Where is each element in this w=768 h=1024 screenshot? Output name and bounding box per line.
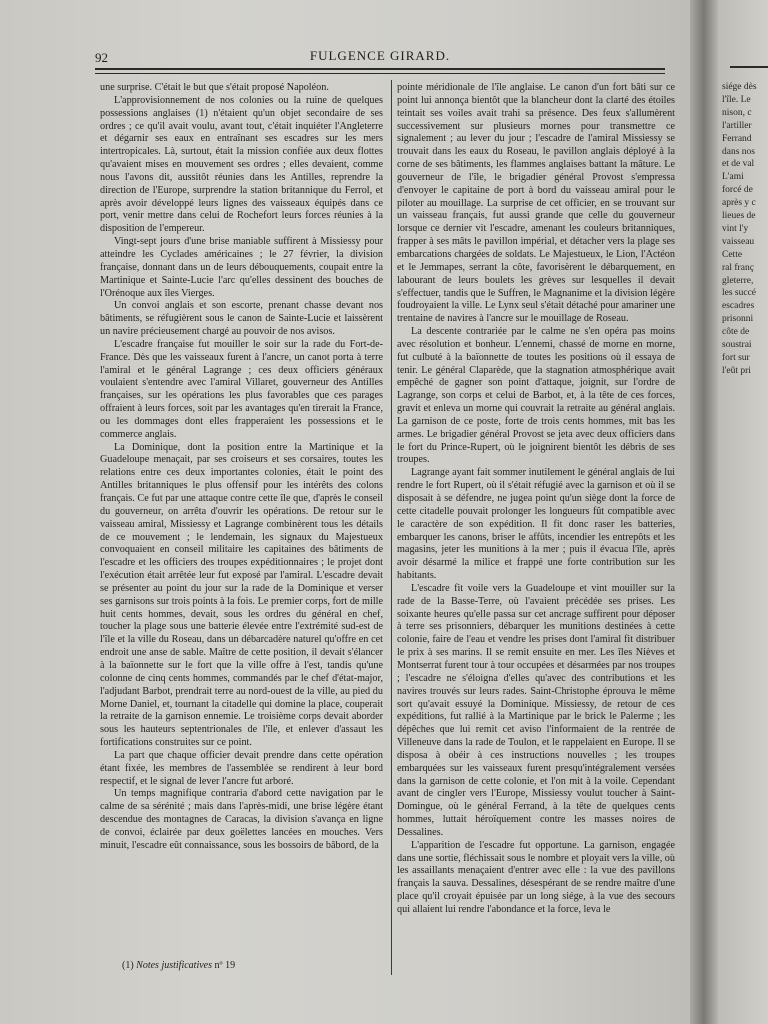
next-page-line: vint l'y <box>722 223 749 234</box>
paragraph: L'apparition de l'escadre fut opportune. La garnison, engagée dans une sortie, fléchissait sous le nombre et ployait vers la ville, où les assaillants menaçaient d'entrer avec elle : la vue des pavillons français la sauva. Dessalines, désespérant de se rendre maître d'une place qu'il croyait épuisée par un long siége, à la vue des secours qui allaient lui rendre l'abondance et la force, leva le <box>397 839 675 915</box>
right-column <box>397 82 675 917</box>
running-title: FULGENCE GIRARD. <box>309 48 451 63</box>
next-page-line: l'île. Le <box>722 94 751 105</box>
next-page-line: nison, c <box>722 107 752 118</box>
next-page-line: lieues de <box>722 211 756 221</box>
paragraph: Lagrange ayant fait sommer inutilement le général anglais de lui rendre le fort Rupert, où il s'était réfugié avec la garnison et où il se disposait à se défendre, ne jugea point qu'un siège dont la force de cette citadelle pouvait prolonger les longueurs fût compatible avec le caractère de son expédition. Il fit donc raser les batteries, embarquer les canons, briser le affûts, incendier les entrepôts et les magasins, jeter les munitions à la mer ; puis il évacua l'île, après avoir désarmé la milice et frappé une forte contribution sur les habitants. <box>397 467 675 582</box>
paragraph: L'escadre française fut mouiller le soir sur la rade du Fort-de-France. Dès que les vaisseaux furent à l'ancre, un canot porta à terre l'amiral et le général Lagrange ; ces deux officiers généraux voulaient s'entendre avec l'amiral Villaret, gouverneur des Antilles françaises, sur les opérations les plus favorables que ces parages offraient à leurs forces, soit par les avantages qu'en tirerait la France, ou les dommages dont elles frapperaient les possessions et le commerce anglais. <box>100 338 383 440</box>
paragraph: La Dominique, dont la position entre la Martinique et la Guadeloupe menaçait, par ses croiseurs et ses corsaires, toutes les relations entre ces deux importantes colonies, était le point des Antilles britanniques le plus offensif pour les intérêts des colons français. Ce fut par une attaque contre cette île que, d'après le conseil du gouverneur, on arrêta d'ouvrir les opérations. De retour sur le vaisseau amiral, Missiessy et Lagrange combinèrent tous les détails de ce mouvement ; le lendemain, les signaux du Majestueux convoquaient en conseil militaire les capitaines des bâtiments de l'escadre et les officiers des troupes expéditionnaires ; le projet dont l'exécution était arrêtée leur fut exposé par l'amiral. L'escadre devait se présenter au point du jour sur la rade de la Dominique et verser ses garnisons sur trois points à la fois. Le premier corps, fort de mille huit cents hommes, devait, sous les ordres du général en chef, toucher la plage sous une batterie élevée entre l'extrémité sud-est de l'île et la ville du Roseau, dans un débarcadère naturel qu'offre en cet endroit une anse de sable. Maître de cette position, il devait s'élancer à la baïonnette sur le fort que la ville offre à l'est, tandis qu'une colonne de cinq cents hommes, commandés par le chef d'état-major, l'adjudant Barbot, prendrait terre au nord-ouest de la ville, au pied du Morne Daniel, et, tournant la citadelle qui domine la place, couperait la retraite de la garnison ennemie. Le troisième corps devait aborder sous les hauteurs septentrionales de l'île, et enlever d'assaut les fortifications construites sur ce point. <box>100 441 383 749</box>
next-page-line: après y c <box>722 198 756 209</box>
next-page-line: côte de <box>722 327 750 338</box>
next-page-line: L'ami <box>722 172 744 183</box>
next-page-line: dans nos <box>722 146 755 157</box>
footnote-marker: (1) <box>122 960 134 971</box>
next-page-line: et de val <box>722 159 755 170</box>
next-page-line: forcé de <box>722 185 753 196</box>
next-page-line: l'artiller <box>722 120 752 131</box>
left-column <box>100 82 383 853</box>
next-page-line: Ferrand <box>722 133 752 144</box>
page-header <box>95 46 665 70</box>
header-rule-thin <box>95 73 665 74</box>
paragraph: L'approvisionnement de nos colonies ou la ruine de quelques possessions anglaises (1) n'étaient qu'un objet secondaire de ses ordres ; ce qu'il avait voulu, avant tout, c'était inquiéter l'Angleterre et dégarnir ses eaux en entraînant ses escadres sur les mers intertropicales. Là, surtout, était la mission confiée aux deux flottes qu'avaient mises en mouvement ses ordres ; elles devaient, comme nous l'avons dit, aussitôt réunies dans les Antilles, reprendre la direction de l'Europe, surprendre la station britannique du Ferrol, et après avoir développé leurs lignes des vaisseaux équipés dans ce port, venir mettre dans celui de Rochefort leurs forces réunies à la disposition de l'empereur. <box>100 94 383 235</box>
paragraph: pointe méridionale de l'île anglaise. Le canon d'un fort bâti sur ce point lui annonça bientôt que la blancheur dont la clarté des étoiles teintait ses voiles avait trahi sa présence. Des feux s'allumèrent successivement sur plusieurs mornes pour transmettre ce signalement ; au lever du jour ; l'escadre de l'amiral Missiessy se trouvait dans les eaux du Roseau, le pavillon anglais déployé à la corne de ses bâtiments, les flammes anglaises battant la mâture. Le gouverneur de l'île, le brigadier général Provost s'empressa d'envoyer le capitaine de port à bord du vaisseau amiral pour le piloter au mouillage. La surprise de cet officier, en se trouvant sur un vaisseau français, fut aussi grande que celle du gouverneur lorsque ce dernier vit l'escadre, amenant les couleurs britanniques, frapper à ses mâts le pavillon impérial, et détacher vers la plage ses embarcations chargées de soldats. Le Majestueux, le Lion, l'Actéon et le Jemmapes, serrant la côte, favorisèrent le débarquement, en labourant de leurs boulets les grèves sur lesquelles il devait s'effectuer, tandis que le Suffren, le Magnanime et la division légère foudroyaient la ville. Le Lynx seul s'était détaché pour amariner une trentaine de navires à l'ancre sur le mouillage de Roseau. <box>397 82 675 325</box>
next-page-line: prisonni <box>722 314 754 325</box>
paragraph: Un convoi anglais et son escorte, prenant chasse devant nos bâtiments, se réfugièrent sous le canon de Sainte-Lucie et laissèrent un navire précieusement chargé au pouvoir de nos avisos. <box>100 300 383 338</box>
footnote-ref: nº 19 <box>214 960 236 971</box>
next-page-line: Cette <box>722 249 743 260</box>
footnote-text: Notes justificatives <box>136 960 212 971</box>
footnote <box>122 960 235 971</box>
next-page-line: siége dès <box>722 82 757 92</box>
header-rule <box>95 68 665 70</box>
next-page-rule <box>730 66 768 68</box>
paragraph: Un temps magnifique contraria d'abord cette navigation par le calme de sa sérénité ; mais dans l'après-midi, une brise légère étant descendue des montagnes de Caracas, la division s'avança en ligne de convoi, éclairée par deux goëlettes lancées en mouches. Vers minuit, l'escadre eût connaissance, sous les bossoirs de bâbord, de la <box>100 788 383 851</box>
next-page-line: l'eût pri <box>722 365 751 376</box>
paragraph: une surprise. C'était le but que s'était proposé Napoléon. <box>100 82 329 93</box>
next-page-line: ral franç <box>722 262 754 273</box>
column-divider <box>391 80 392 975</box>
next-page-line: soustrai <box>722 340 752 350</box>
paragraph: La part que chaque officier devait prendre dans cette opération étant fixée, les membres de l'assemblée se rendirent à leur bord respectif, et le signal de lever l'ancre fut arboré. <box>100 749 383 787</box>
next-page-line: les succé <box>722 288 757 299</box>
page-number: 92 <box>95 50 108 65</box>
next-page-line: escadres <box>722 301 755 312</box>
book-gutter <box>690 0 718 1024</box>
paragraph: L'escadre fit voile vers la Guadeloupe et vint mouiller sur la rade de la Basse-Terre, où l'avaient précédée ses prises. Les soixante heures qu'elle passa sur cet ancrage suffirent pour déposer à terre ses prisonniers, débarquer les munitions destinées à cette colonie, faire de l'eau et vendre les prises dont l'amiral fit distribuer le prix à ses marins. Il se remit ensuite en mer. Les îles Nièves et Montserrat furent tour à tour occupées et désarmées par nos troupes ; l'escadre ne s'éloigna d'elles qu'avec des contributions et les navires trouvés sur leurs rades. Saint-Christophe éprouva le même sort qu'avait essuyé la Dominique. Missiessy, de retour de ces expéditions, fut rallié à la Martinique par le brick le Palerme ; les dépêches que lui remit cet aviso l'informaient de la rentrée de Villeneuve dans la rade de Toulon, et le rappelaient en Europe. Il se disposa à obéir à ces instructions nouvelles ; les troupes embarquées sur les vaisseaux furent presqu'intégralement versées dans la garnison de cette colonie, et l'on mit à la voile. Cependant avant de cingler vers l'Europe, Missiessy voulut toucher à Saint-Domingue, où le général Ferrand, à la tête de quelques cents hommes, luttait héroïquement contre les masses noires de Dessalines. <box>397 582 675 838</box>
paragraph: Vingt-sept jours d'une brise maniable suffirent à Missiessy pour atteindre les Cyclades américaines ; le 27 février, la division française, donnant dans un de leurs débouquements, coupait entre la Martinique et Sainte-Lucie l'arc qu'elles dessinent des bouches de l'Orénoque aux îles Vierges. <box>100 236 383 299</box>
paragraph: La descente contrariée par le calme ne s'en opéra pas moins avec résolution et bonheur. L'ennemi, chassé de morne en morne, fut culbuté à la baïonnette de toutes les positions où il essaya de tenir. Le général Claparède, que la stagnation atmosphérique avait empêché de gagner son point d'attaque, joignit, sur l'ordre de Lagrange, son corps et celui de Barbot, et, à la tête de ces forces, gravit et enleva un morne qui couvrait la retraite au général anglais. La garnison de ce poste, forte de trois cents hommes, mit bas les armes. Le brigadier général Provost se jeta avec deux officiers dans le fort du Prince-Rupert, où le joignirent bientôt les débris de ses troupes. <box>397 326 675 466</box>
next-page-line: vaisseau <box>722 236 755 247</box>
next-page-line: fort sur <box>722 352 750 363</box>
next-page-line: gleterre, <box>722 275 754 286</box>
next-page-edge <box>718 0 768 1024</box>
